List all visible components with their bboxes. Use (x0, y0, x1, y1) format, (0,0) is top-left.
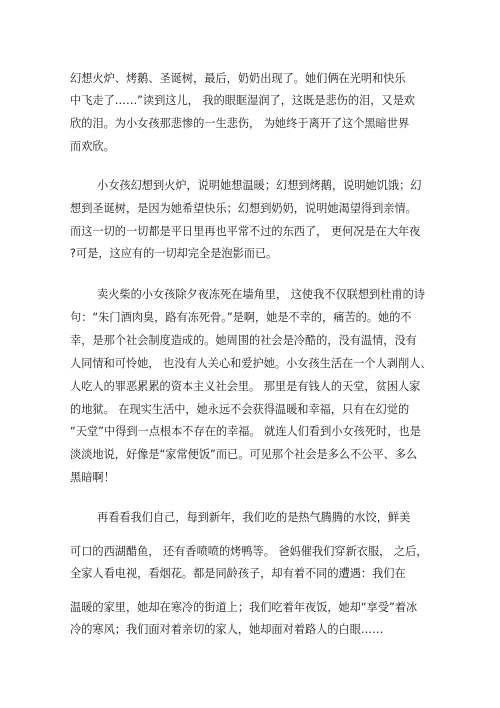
text-line: ?可是，这应有的一切却完全是泡影而已。 (70, 247, 278, 260)
text-line: 欣的泪。为小女孩那悲惨的一生悲伤， 为她终于离开了这个黑暗世界 (70, 117, 410, 130)
text-line: “天堂”中得到一点根本不存在的幸福。 就连人们看到小女孩死时，也是 (70, 425, 421, 438)
text-line: 而这一切的一切都是平日里再也平常不过的东西了， 更何况是在大年夜 (70, 225, 421, 238)
text-line: 卖火柴的小女孩除夕夜冻死在墙角里， 这使我不仅联想到杜甫的诗 (97, 288, 425, 301)
text-line: 淡淡地说，好像是“家常便饭”而已。可见那个社会是多么不公平、多么 (70, 448, 418, 461)
text-line: 温暖的家里，她却在寒冷的街道上；我们吃着年夜饭，她却“享受”着冰 (70, 601, 418, 614)
text-line: 而欢欣。 (70, 140, 115, 153)
text-line: 的地狱。 在现实生活中，她永远不会获得温暖和幸福，只有在幻觉的 (70, 403, 410, 416)
text-line: 人吃人的罪恶累累的资本主义社会里。 那里是有钱人的天堂，贫困人家 (70, 380, 421, 393)
text-line: 句：“朱门酒肉臭，路有冻死骨。”是啊，她是不幸的，痛苦的。她的不 (70, 311, 412, 324)
text-line: 幸，是那个社会制度造成的。她周围的社会是冷酷的，没有温情，没有 (70, 334, 417, 347)
text-line: 幻想火炉、烤鹅、圣诞树，最后，奶奶出现了。她们俩在光明和快乐 (70, 72, 406, 85)
text-line: 全家人看电视，看烟花。都是同龄孩子，却有着不同的遭遇：我们在 (70, 567, 406, 580)
text-line: 黑暗啊！ (70, 471, 115, 484)
text-line: 想到圣诞树，是因为她希望快乐；幻想到奶奶，说明她渴望得到亲情。 (70, 202, 417, 215)
text-line: 人同情和可怜她， 也没有人关心和爱护她。小女孩生活在一个人剥削人、 (70, 357, 432, 370)
text-line: 小女孩幻想到火炉，说明她想温暖；幻想到烤鹅，说明她饥饿；幻 (97, 179, 422, 192)
text-line: 再看看我们自己，每到新年，我们吃的是热气腾腾的水饺，鲜美 (97, 511, 411, 524)
text-line: 中飞走了……”读到这儿， 我的眼眶湿润了，这既是悲伤的泪，又是欢 (70, 94, 415, 107)
text-line: 冷的寒风；我们面对着亲切的家人，她却面对着路人的白眼…… (70, 623, 384, 636)
text-line: 可口的西湖醋鱼， 还有香喷喷的烤鸭等。 爸妈催我们穿新衣服， 之后， (70, 545, 428, 558)
